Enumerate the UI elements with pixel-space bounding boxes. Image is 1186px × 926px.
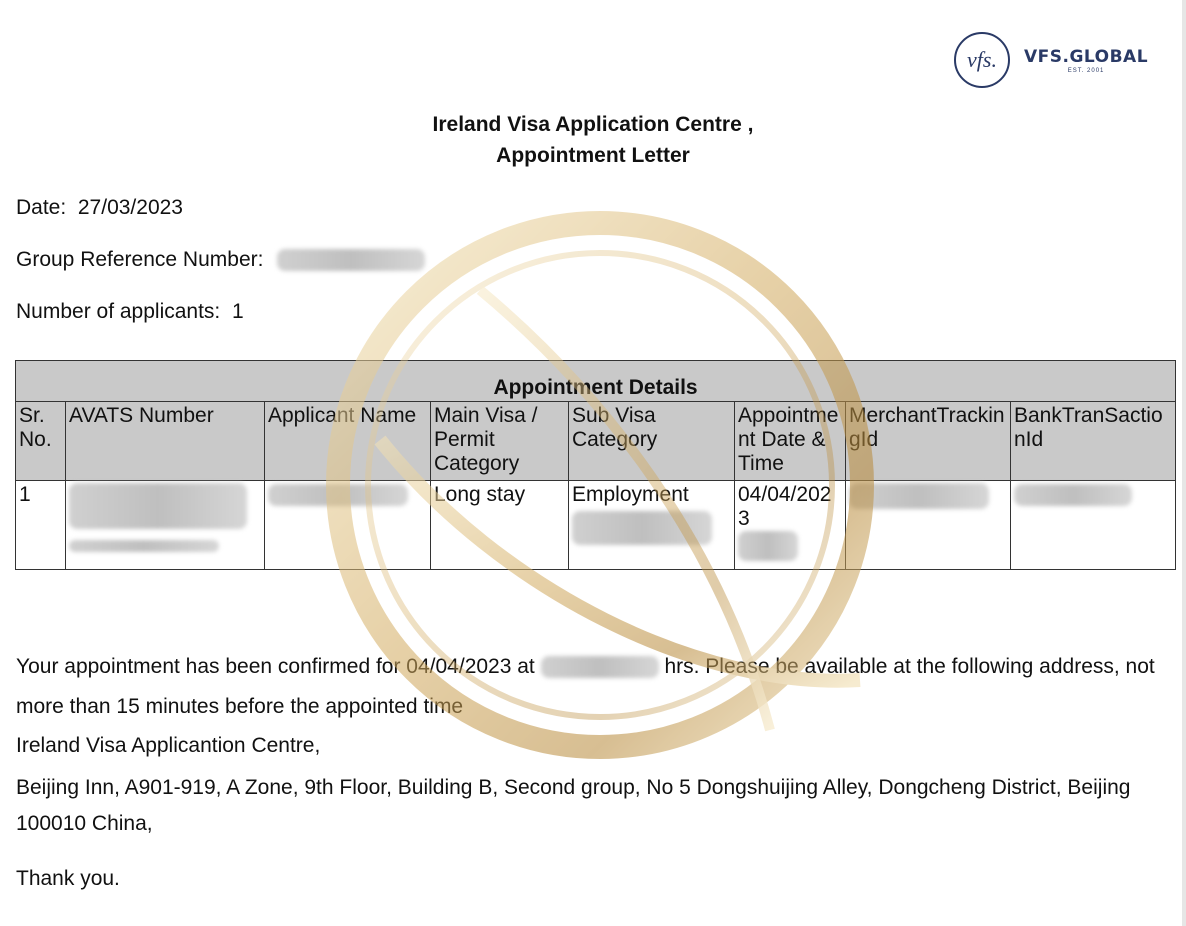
column-header: Main Visa / Permit Category [431, 402, 569, 481]
table-caption: Appointment Details [16, 361, 1176, 402]
vfs-logo-mark: vfs. [954, 32, 1010, 88]
column-header: BankTranSactionId [1011, 402, 1176, 481]
sr-cell: 1 [16, 481, 66, 570]
redacted-bank-transaction-id [1014, 484, 1132, 506]
column-header: Appointment Date & Time [735, 402, 846, 481]
centre-address: Beijing Inn, A901-919, A Zone, 9th Floor, Building B, Second group, No 5 Dongshuijing Alley, Dongcheng District, Beijing 100010 China, [16, 776, 1131, 835]
redacted-avats-number [69, 483, 247, 529]
page-edge [1182, 0, 1186, 926]
applicant-name-cell [265, 481, 431, 570]
thank-you: Thank you. [16, 867, 120, 890]
appointment-date-value: 04/04/2023 [738, 483, 832, 530]
page-title: Ireland Visa Application Centre , [432, 113, 754, 136]
column-header: MerchantTrackingId [846, 402, 1011, 481]
applicants-label: Number of applicants: [16, 300, 221, 323]
centre-name: Ireland Visa Applicantion Centre, [16, 734, 321, 757]
bank-transaction-cell [1011, 481, 1176, 570]
applicants-value: 1 [231, 300, 244, 323]
vfs-logo [954, 32, 1148, 88]
group-reference-label: Group Reference Number: [16, 248, 264, 271]
avats-cell [66, 481, 265, 570]
confirmation-paragraph [16, 647, 1176, 727]
column-header: Sr. No. [16, 402, 66, 481]
column-header: Applicant Name [265, 402, 431, 481]
vfs-logo-est: EST. 2001 [1067, 67, 1105, 74]
date-label: Date: [16, 196, 67, 219]
redacted-sub-visa [572, 511, 712, 545]
page-subtitle: Appointment Letter [496, 144, 690, 167]
confirmation-text: Your appointment has been confirmed for 04/04/2023 at [16, 655, 535, 678]
merchant-tracking-cell [846, 481, 1011, 570]
table-row [16, 481, 1176, 570]
redacted-merchant-tracking-id [849, 483, 989, 509]
redacted-appointment-time [738, 531, 798, 561]
appointment-date-cell [735, 481, 846, 570]
group-reference-line [16, 248, 425, 272]
redacted-group-reference [277, 249, 425, 271]
sub-visa-cell [569, 481, 735, 570]
appointment-details-table [15, 360, 1176, 570]
sub-visa-value: Employment [572, 483, 689, 506]
redacted-appointment-hour [541, 656, 659, 678]
column-header: AVATS Number [66, 402, 265, 481]
column-header: Sub Visa Category [569, 402, 735, 481]
redacted-applicant-name [268, 484, 408, 506]
date-line [16, 196, 183, 220]
main-visa-cell: Long stay [431, 481, 569, 570]
date-value: 27/03/2023 [77, 196, 183, 219]
redacted-avats-number [69, 540, 219, 552]
vfs-logo-name: VFS.GLOBAL [1024, 46, 1149, 67]
confirmation-text-continued: hrs. Please be available at the following address, not more than 15 minutes before the appointed time [16, 655, 1155, 718]
applicants-line [16, 300, 244, 324]
